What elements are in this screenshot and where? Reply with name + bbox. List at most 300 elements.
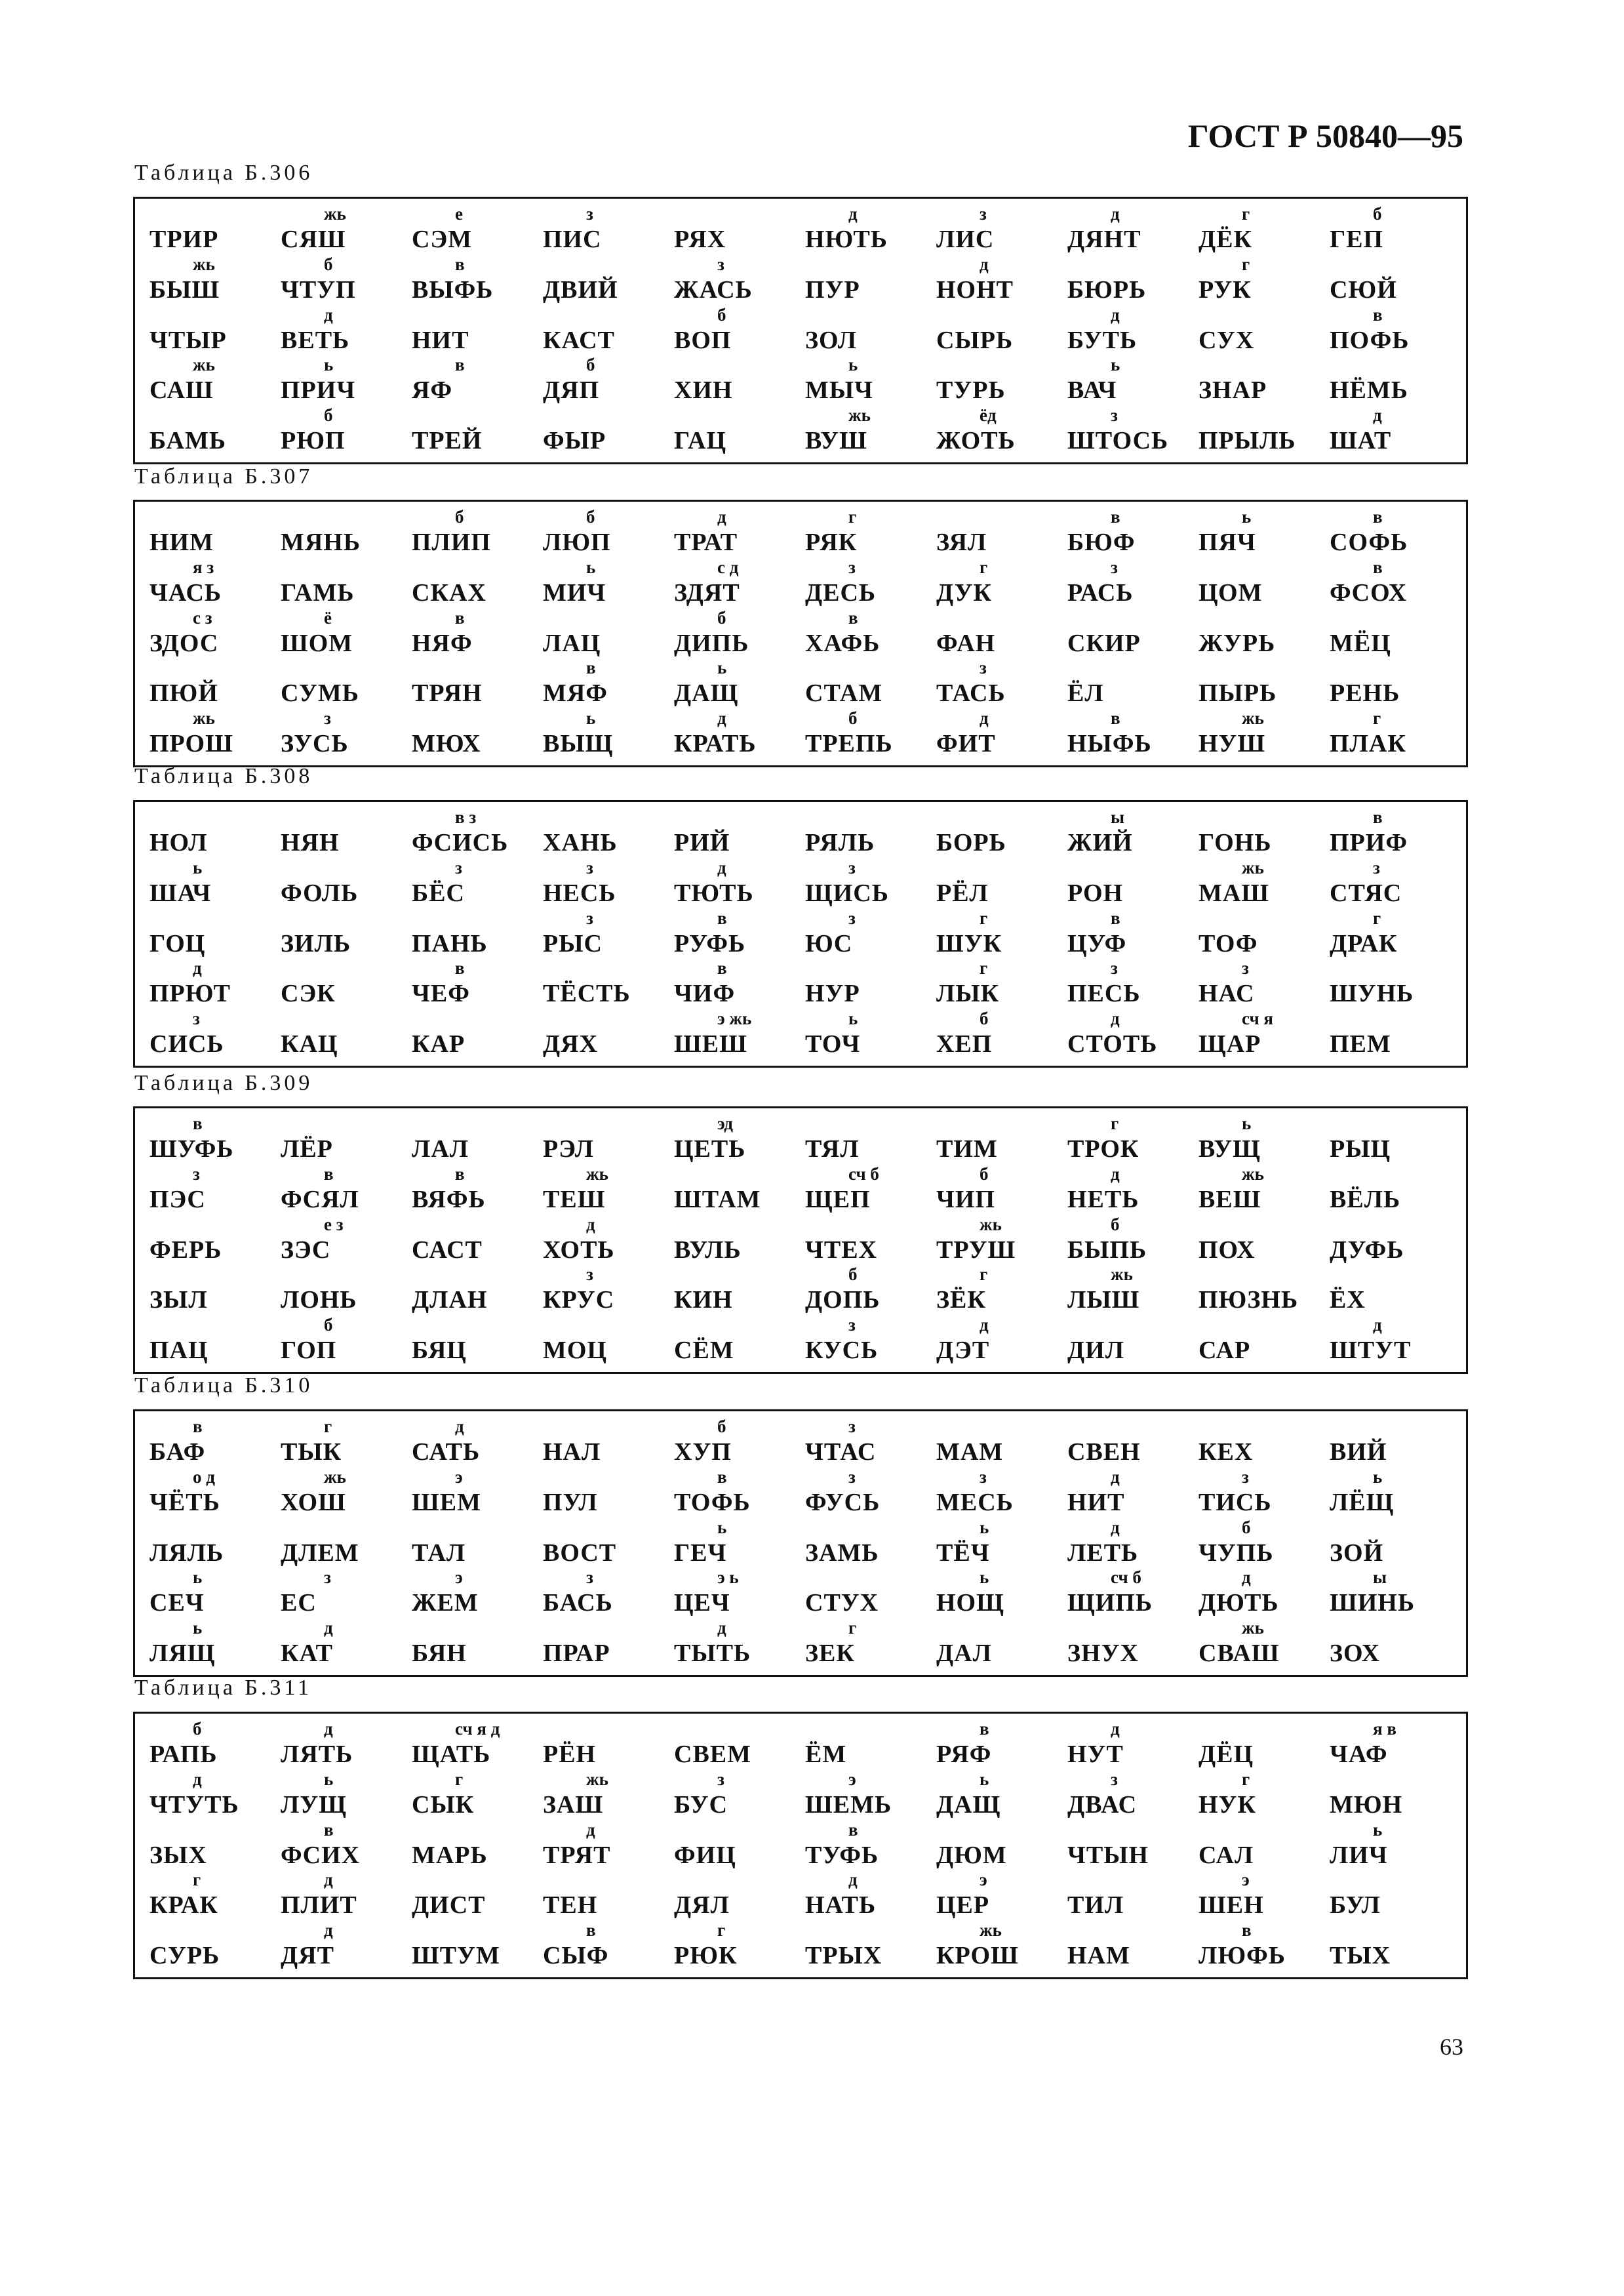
table-caption: Таблица Б.310 bbox=[134, 1373, 313, 1398]
phoneme-annotation: в bbox=[1373, 507, 1383, 527]
table-caption: Таблица Б.311 bbox=[134, 1676, 313, 1700]
syllable-word: МЁЦ bbox=[1330, 629, 1391, 657]
table-cell bbox=[277, 858, 408, 908]
phoneme-annotation: е bbox=[455, 204, 463, 224]
table-cell bbox=[1326, 1820, 1457, 1870]
syllable-word: БУЛ bbox=[1330, 1891, 1381, 1920]
phoneme-annotation: з bbox=[717, 1769, 724, 1789]
phoneme-annotation: ё bbox=[324, 607, 332, 628]
syllable-word: ДЁЦ bbox=[1198, 1741, 1254, 1768]
table-cell bbox=[277, 1215, 408, 1265]
syllable-word: ВОП bbox=[674, 326, 732, 354]
table-cell bbox=[1063, 355, 1195, 405]
phoneme-annotation: д bbox=[980, 254, 989, 274]
syllable-word: ДЛЕМ bbox=[281, 1539, 359, 1567]
phoneme-annotation: г bbox=[980, 908, 988, 928]
phoneme-annotation: в bbox=[193, 1114, 203, 1133]
syllable-word: ДИСТ bbox=[412, 1891, 486, 1920]
syllable-word: ТРАТ bbox=[674, 529, 738, 556]
table-cell bbox=[408, 908, 539, 959]
syllable-word: ШАТ bbox=[1330, 427, 1392, 455]
table-cell bbox=[408, 1009, 539, 1059]
syllable-word: ЖОТЬ bbox=[936, 427, 1016, 455]
table-cell bbox=[801, 958, 932, 1009]
phoneme-annotation: б bbox=[324, 405, 333, 426]
table-cell bbox=[277, 1618, 408, 1668]
table-cell bbox=[539, 608, 670, 658]
syllable-word: ТРЯН bbox=[412, 679, 483, 708]
table-cell bbox=[932, 305, 1063, 355]
syllable-word: ШУК bbox=[936, 929, 1002, 957]
phoneme-annotation: ь bbox=[717, 658, 727, 678]
syllable-word: ЗЫЛ bbox=[149, 1286, 208, 1314]
table-cell bbox=[1326, 1264, 1457, 1315]
table-cell bbox=[932, 807, 1063, 858]
phoneme-annotation: о д bbox=[193, 1466, 215, 1487]
table-cell bbox=[408, 1769, 539, 1820]
phoneme-annotation: г bbox=[324, 1417, 332, 1436]
phoneme-annotation: д bbox=[324, 1920, 333, 1941]
table-cell bbox=[1063, 1719, 1195, 1769]
syllable-word: САШ bbox=[149, 376, 214, 405]
phoneme-annotation: сч б bbox=[1111, 1567, 1141, 1588]
table-cell bbox=[670, 1618, 801, 1668]
phoneme-annotation: ь bbox=[848, 355, 858, 375]
syllable-word: ЧТЫР bbox=[149, 326, 227, 354]
table-cell bbox=[670, 305, 801, 355]
table-caption: Таблица Б.306 bbox=[134, 161, 313, 185]
phoneme-annotation: в bbox=[717, 908, 727, 928]
syllable-word: СЕЧ bbox=[149, 1589, 205, 1617]
table-cell bbox=[146, 1114, 277, 1164]
phoneme-annotation: з bbox=[848, 857, 856, 877]
word-grid bbox=[135, 199, 1466, 462]
phoneme-annotation: д bbox=[586, 1214, 595, 1234]
syllable-word: ДРАК bbox=[1330, 929, 1398, 957]
table-cell bbox=[408, 1215, 539, 1265]
syllable-word: ВЯФЬ bbox=[412, 1185, 486, 1213]
table-cell bbox=[670, 1518, 801, 1568]
table-cell bbox=[1063, 1114, 1195, 1164]
table-cell bbox=[801, 658, 932, 708]
phoneme-annotation: д bbox=[1111, 1163, 1120, 1184]
syllable-word: ПЛИП bbox=[412, 529, 491, 556]
phoneme-annotation: ь bbox=[324, 355, 334, 375]
word-grid bbox=[135, 802, 1466, 1066]
table-cell bbox=[1195, 1518, 1326, 1568]
syllable-word: БЁС bbox=[412, 879, 465, 907]
syllable-word: НУК bbox=[1198, 1790, 1256, 1819]
table-cell bbox=[277, 254, 408, 305]
syllable-word: ШАЧ bbox=[149, 879, 212, 907]
table-cell bbox=[146, 204, 277, 254]
phoneme-annotation: д bbox=[1111, 1719, 1120, 1739]
syllable-word: ДЮМ bbox=[936, 1841, 1007, 1869]
table-cell bbox=[539, 1417, 670, 1467]
table-cell bbox=[539, 1920, 670, 1971]
syllable-word: ЦОМ bbox=[1198, 578, 1263, 607]
word-table bbox=[133, 1409, 1468, 1677]
table-cell bbox=[801, 204, 932, 254]
table-cell bbox=[146, 1417, 277, 1467]
table-cell bbox=[408, 1467, 539, 1518]
table-cell bbox=[670, 658, 801, 708]
table-cell bbox=[539, 1215, 670, 1265]
syllable-word: ПРОШ bbox=[149, 730, 233, 758]
page-number: 63 bbox=[1440, 2034, 1463, 2060]
table-cell bbox=[1063, 658, 1195, 708]
table-cell bbox=[1326, 1417, 1457, 1467]
phoneme-annotation: ы bbox=[1111, 807, 1125, 827]
table-cell bbox=[1326, 557, 1457, 608]
table-cell bbox=[801, 1315, 932, 1365]
syllable-word: МЕСЬ bbox=[936, 1488, 1014, 1516]
table-cell bbox=[539, 1264, 670, 1315]
table-cell bbox=[146, 1467, 277, 1518]
table-cell bbox=[408, 254, 539, 305]
table-cell bbox=[408, 1114, 539, 1164]
phoneme-annotation: з bbox=[586, 1567, 593, 1588]
table-cell bbox=[408, 807, 539, 858]
syllable-word: НЯН bbox=[281, 829, 340, 856]
table-cell bbox=[146, 1009, 277, 1059]
table-cell bbox=[408, 1164, 539, 1215]
phoneme-annotation: д bbox=[1111, 204, 1120, 224]
syllable-word: НЯФ bbox=[412, 629, 473, 657]
syllable-word: ЧЁТЬ bbox=[149, 1488, 220, 1516]
syllable-word: ЧТУТЬ bbox=[149, 1790, 239, 1819]
phoneme-annotation: в bbox=[1373, 807, 1383, 827]
table-cell bbox=[539, 1114, 670, 1164]
syllable-word: ЦУФ bbox=[1067, 929, 1127, 957]
phoneme-annotation: з bbox=[1111, 958, 1118, 978]
table-cell bbox=[1063, 557, 1195, 608]
table-cell bbox=[1195, 507, 1326, 557]
table-cell bbox=[1326, 1920, 1457, 1971]
table-cell bbox=[1195, 355, 1326, 405]
phoneme-annotation: ь bbox=[980, 1769, 989, 1789]
syllable-word: ПЫРЬ bbox=[1198, 679, 1277, 708]
syllable-word: СТЯС bbox=[1330, 879, 1402, 907]
table-cell bbox=[932, 908, 1063, 959]
phoneme-annotation: в bbox=[1111, 708, 1120, 729]
table-cell bbox=[1063, 858, 1195, 908]
table-cell bbox=[801, 1467, 932, 1518]
phoneme-annotation: д bbox=[717, 507, 726, 527]
syllable-word: ПЛИТ bbox=[281, 1891, 357, 1920]
syllable-word: ЧТАС bbox=[805, 1438, 877, 1466]
table-cell bbox=[801, 1009, 932, 1059]
syllable-word: ПОХ bbox=[1198, 1236, 1256, 1264]
table-cell bbox=[1063, 608, 1195, 658]
syllable-word: ДОПЬ bbox=[805, 1286, 881, 1314]
syllable-word: ЛЮП bbox=[543, 529, 611, 556]
syllable-word: СЁМ bbox=[674, 1337, 734, 1365]
phoneme-annotation: д bbox=[1373, 1315, 1382, 1335]
syllable-word: СУМЬ bbox=[281, 679, 359, 708]
syllable-word: ПЭС bbox=[149, 1185, 206, 1213]
syllable-word: ЛАЦ bbox=[543, 629, 601, 657]
syllable-word: ТАЛ bbox=[412, 1539, 466, 1567]
syllable-word: РЫС bbox=[543, 929, 603, 957]
phoneme-annotation: з bbox=[324, 708, 331, 729]
syllable-word: ПУР bbox=[805, 275, 860, 304]
table-cell bbox=[539, 1719, 670, 1769]
phoneme-annotation: з bbox=[848, 1466, 856, 1487]
table-cell bbox=[670, 1164, 801, 1215]
table-cell bbox=[801, 1920, 932, 1971]
syllable-word: НЫФЬ bbox=[1067, 730, 1152, 758]
table-cell bbox=[1195, 254, 1326, 305]
syllable-word: БЫШ bbox=[149, 275, 220, 304]
syllable-word: ЮС bbox=[805, 929, 853, 957]
phoneme-annotation: б bbox=[1111, 1214, 1120, 1234]
syllable-word: ФЕРЬ bbox=[149, 1236, 222, 1264]
table-caption: Таблица Б.308 bbox=[134, 764, 313, 788]
syllable-word: ВЫФЬ bbox=[412, 275, 494, 304]
table-cell bbox=[1195, 1009, 1326, 1059]
table-cell bbox=[277, 908, 408, 959]
table-cell bbox=[277, 507, 408, 557]
phoneme-annotation: г bbox=[1242, 204, 1250, 224]
syllable-word: ХАФЬ bbox=[805, 629, 881, 657]
table-cell bbox=[932, 1164, 1063, 1215]
syllable-word: ЛИС bbox=[936, 226, 995, 253]
syllable-word: ДЕСЬ bbox=[805, 578, 877, 607]
syllable-word: ПЮЗНЬ bbox=[1198, 1286, 1299, 1314]
table-cell bbox=[277, 1719, 408, 1769]
syllable-word: ШТУТ bbox=[1330, 1337, 1412, 1365]
table-cell bbox=[1326, 1467, 1457, 1518]
syllable-word: ТРИР bbox=[149, 226, 219, 253]
table-cell bbox=[408, 1820, 539, 1870]
document-header-title: ГОСТ Р 50840—95 bbox=[1187, 117, 1463, 154]
phoneme-annotation: э ь bbox=[717, 1567, 739, 1588]
table-cell bbox=[408, 405, 539, 456]
phoneme-annotation: в з bbox=[455, 807, 477, 827]
table-cell bbox=[146, 1870, 277, 1920]
table-cell bbox=[146, 608, 277, 658]
table-cell bbox=[801, 807, 932, 858]
phoneme-annotation: ь bbox=[193, 1567, 203, 1588]
table-cell bbox=[932, 858, 1063, 908]
syllable-word: ЁЛ bbox=[1067, 679, 1104, 708]
phoneme-annotation: г bbox=[193, 1870, 201, 1890]
phoneme-annotation: д bbox=[848, 1870, 858, 1890]
syllable-word: ТРЕПЬ bbox=[805, 730, 893, 758]
syllable-word: КАТ bbox=[281, 1640, 334, 1668]
syllable-word: НАС bbox=[1198, 980, 1255, 1008]
syllable-word: РЮП bbox=[281, 427, 346, 455]
table-cell bbox=[1326, 1567, 1457, 1618]
phoneme-annotation: з bbox=[848, 557, 856, 577]
table-cell bbox=[539, 908, 670, 959]
phoneme-annotation: с з bbox=[193, 607, 212, 628]
syllable-word: КАСТ bbox=[543, 326, 615, 354]
table-cell bbox=[146, 305, 277, 355]
table-cell bbox=[1326, 305, 1457, 355]
table-cell bbox=[801, 1264, 932, 1315]
phoneme-annotation: в bbox=[324, 1819, 334, 1840]
syllable-word: ДУК bbox=[936, 578, 993, 607]
syllable-word: МИЧ bbox=[543, 578, 606, 607]
syllable-word: ТЁЧ bbox=[936, 1539, 990, 1567]
syllable-word: ДАЛ bbox=[936, 1640, 992, 1668]
table-cell bbox=[146, 1719, 277, 1769]
table-cell bbox=[146, 254, 277, 305]
syllable-word: КРАК bbox=[149, 1891, 218, 1920]
table-cell bbox=[1195, 1719, 1326, 1769]
syllable-word: НЮТЬ bbox=[805, 226, 888, 253]
syllable-word: РИЙ bbox=[674, 829, 730, 856]
table-cell bbox=[1063, 1467, 1195, 1518]
syllable-word: ПЮЙ bbox=[149, 679, 218, 708]
syllable-word: ТЕН bbox=[543, 1891, 598, 1920]
syllable-word: БЮФ bbox=[1067, 529, 1136, 556]
syllable-word: ГАЦ bbox=[674, 427, 727, 455]
phoneme-annotation: в bbox=[1373, 557, 1383, 577]
phoneme-annotation: жь bbox=[586, 1769, 608, 1789]
syllable-word: КЕХ bbox=[1198, 1438, 1254, 1466]
syllable-word: ШИНЬ bbox=[1330, 1589, 1415, 1617]
syllable-word: ЖУРЬ bbox=[1198, 629, 1276, 657]
syllable-word: ЗДЯТ bbox=[674, 578, 740, 607]
syllable-word: ДЮТЬ bbox=[1198, 1589, 1279, 1617]
table-cell bbox=[277, 1114, 408, 1164]
table-cell bbox=[1326, 1164, 1457, 1215]
table-cell bbox=[408, 204, 539, 254]
table-cell bbox=[670, 1009, 801, 1059]
phoneme-annotation: д bbox=[1242, 1567, 1251, 1588]
syllable-word: ЩИПЬ bbox=[1067, 1589, 1153, 1617]
table-cell bbox=[932, 1315, 1063, 1365]
syllable-word: СТУХ bbox=[805, 1589, 879, 1617]
table-cell bbox=[277, 1315, 408, 1365]
phoneme-annotation: д bbox=[1111, 304, 1120, 325]
table-cell bbox=[1063, 1009, 1195, 1059]
syllable-word: ТОЧ bbox=[805, 1030, 861, 1058]
table-cell bbox=[277, 1518, 408, 1568]
phoneme-annotation: в bbox=[455, 355, 465, 375]
table-cell bbox=[539, 708, 670, 759]
table-cell bbox=[146, 557, 277, 608]
table-cell bbox=[932, 254, 1063, 305]
table-cell bbox=[146, 405, 277, 456]
table-cell bbox=[670, 1467, 801, 1518]
syllable-word: СКИР bbox=[1067, 629, 1141, 657]
table-cell bbox=[801, 1769, 932, 1820]
syllable-word: СКАХ bbox=[412, 578, 486, 607]
syllable-word: ПРИЧ bbox=[281, 376, 356, 405]
table-cell bbox=[801, 1820, 932, 1870]
table-cell bbox=[932, 1114, 1063, 1164]
phoneme-annotation: в bbox=[848, 1819, 858, 1840]
phoneme-annotation: жь bbox=[1111, 1264, 1133, 1285]
table-cell bbox=[408, 1618, 539, 1668]
syllable-word: МАРЬ bbox=[412, 1841, 488, 1869]
table-cell bbox=[670, 1264, 801, 1315]
table-cell bbox=[408, 1264, 539, 1315]
syllable-word: НОЩ bbox=[936, 1589, 1004, 1617]
phoneme-annotation: б bbox=[1373, 204, 1382, 224]
syllable-word: СТАМ bbox=[805, 679, 883, 708]
syllable-word: РЯХ bbox=[674, 226, 726, 253]
table-cell bbox=[408, 557, 539, 608]
syllable-word: ЦЕТЬ bbox=[674, 1135, 746, 1163]
table-cell bbox=[277, 1769, 408, 1820]
table-cell bbox=[539, 1467, 670, 1518]
table-cell bbox=[670, 958, 801, 1009]
phoneme-annotation: в bbox=[586, 658, 596, 678]
syllable-word: ВЕТЬ bbox=[281, 326, 350, 354]
phoneme-annotation: жь bbox=[324, 204, 346, 224]
syllable-word: ДИПЬ bbox=[674, 629, 749, 657]
syllable-word: ЗЯЛ bbox=[936, 529, 987, 556]
table-cell bbox=[1063, 1567, 1195, 1618]
phoneme-annotation: в bbox=[717, 958, 727, 978]
table-cell bbox=[1063, 1769, 1195, 1820]
syllable-word: ЛОНЬ bbox=[281, 1286, 357, 1314]
phoneme-annotation: з bbox=[193, 1009, 200, 1029]
phoneme-annotation: ь bbox=[193, 857, 203, 877]
phoneme-annotation: ь bbox=[980, 1517, 989, 1537]
syllable-word: НАТЬ bbox=[805, 1891, 877, 1920]
syllable-word: ГАМЬ bbox=[281, 578, 355, 607]
syllable-word: ЩИСЬ bbox=[805, 879, 889, 907]
table-cell bbox=[670, 1114, 801, 1164]
phoneme-annotation: з bbox=[586, 908, 593, 928]
phoneme-annotation: д bbox=[1111, 1517, 1120, 1537]
phoneme-annotation: жь bbox=[193, 254, 215, 274]
syllable-word: РУК bbox=[1198, 275, 1252, 304]
syllable-word: ХОТЬ bbox=[543, 1236, 615, 1264]
table-cell bbox=[1326, 1518, 1457, 1568]
syllable-word: ЛЕТЬ bbox=[1067, 1539, 1139, 1567]
phoneme-annotation: б bbox=[980, 1163, 989, 1184]
phoneme-annotation: в bbox=[455, 1163, 465, 1184]
table-cell bbox=[801, 1719, 932, 1769]
table-cell bbox=[1326, 1215, 1457, 1265]
phoneme-annotation: в bbox=[455, 607, 465, 628]
syllable-word: НИТ bbox=[1067, 1488, 1125, 1516]
table-cell bbox=[146, 958, 277, 1009]
table-cell bbox=[277, 1164, 408, 1215]
syllable-word: МЯФ bbox=[543, 679, 608, 708]
table-cell bbox=[408, 305, 539, 355]
phoneme-annotation: д bbox=[717, 857, 726, 877]
table-cell bbox=[539, 1164, 670, 1215]
syllable-word: ТРЕЙ bbox=[412, 427, 483, 455]
table-cell bbox=[408, 658, 539, 708]
phoneme-annotation: д bbox=[324, 1618, 333, 1638]
table-cell bbox=[277, 1567, 408, 1618]
phoneme-annotation: д bbox=[193, 958, 202, 978]
syllable-word: ДЯХ bbox=[543, 1030, 599, 1058]
table-cell bbox=[1326, 405, 1457, 456]
table-cell bbox=[1195, 658, 1326, 708]
syllable-word: ЖИЙ bbox=[1067, 829, 1133, 856]
table-cell bbox=[932, 1820, 1063, 1870]
table-cell bbox=[801, 1618, 932, 1668]
syllable-word: СЫК bbox=[412, 1790, 475, 1819]
syllable-word: ЩЕП bbox=[805, 1185, 871, 1213]
table-cell bbox=[1195, 1920, 1326, 1971]
syllable-word: БЯН bbox=[412, 1640, 467, 1668]
table-cell bbox=[539, 1009, 670, 1059]
table-cell bbox=[1195, 1618, 1326, 1668]
table-cell bbox=[539, 658, 670, 708]
phoneme-annotation: д bbox=[980, 708, 989, 729]
